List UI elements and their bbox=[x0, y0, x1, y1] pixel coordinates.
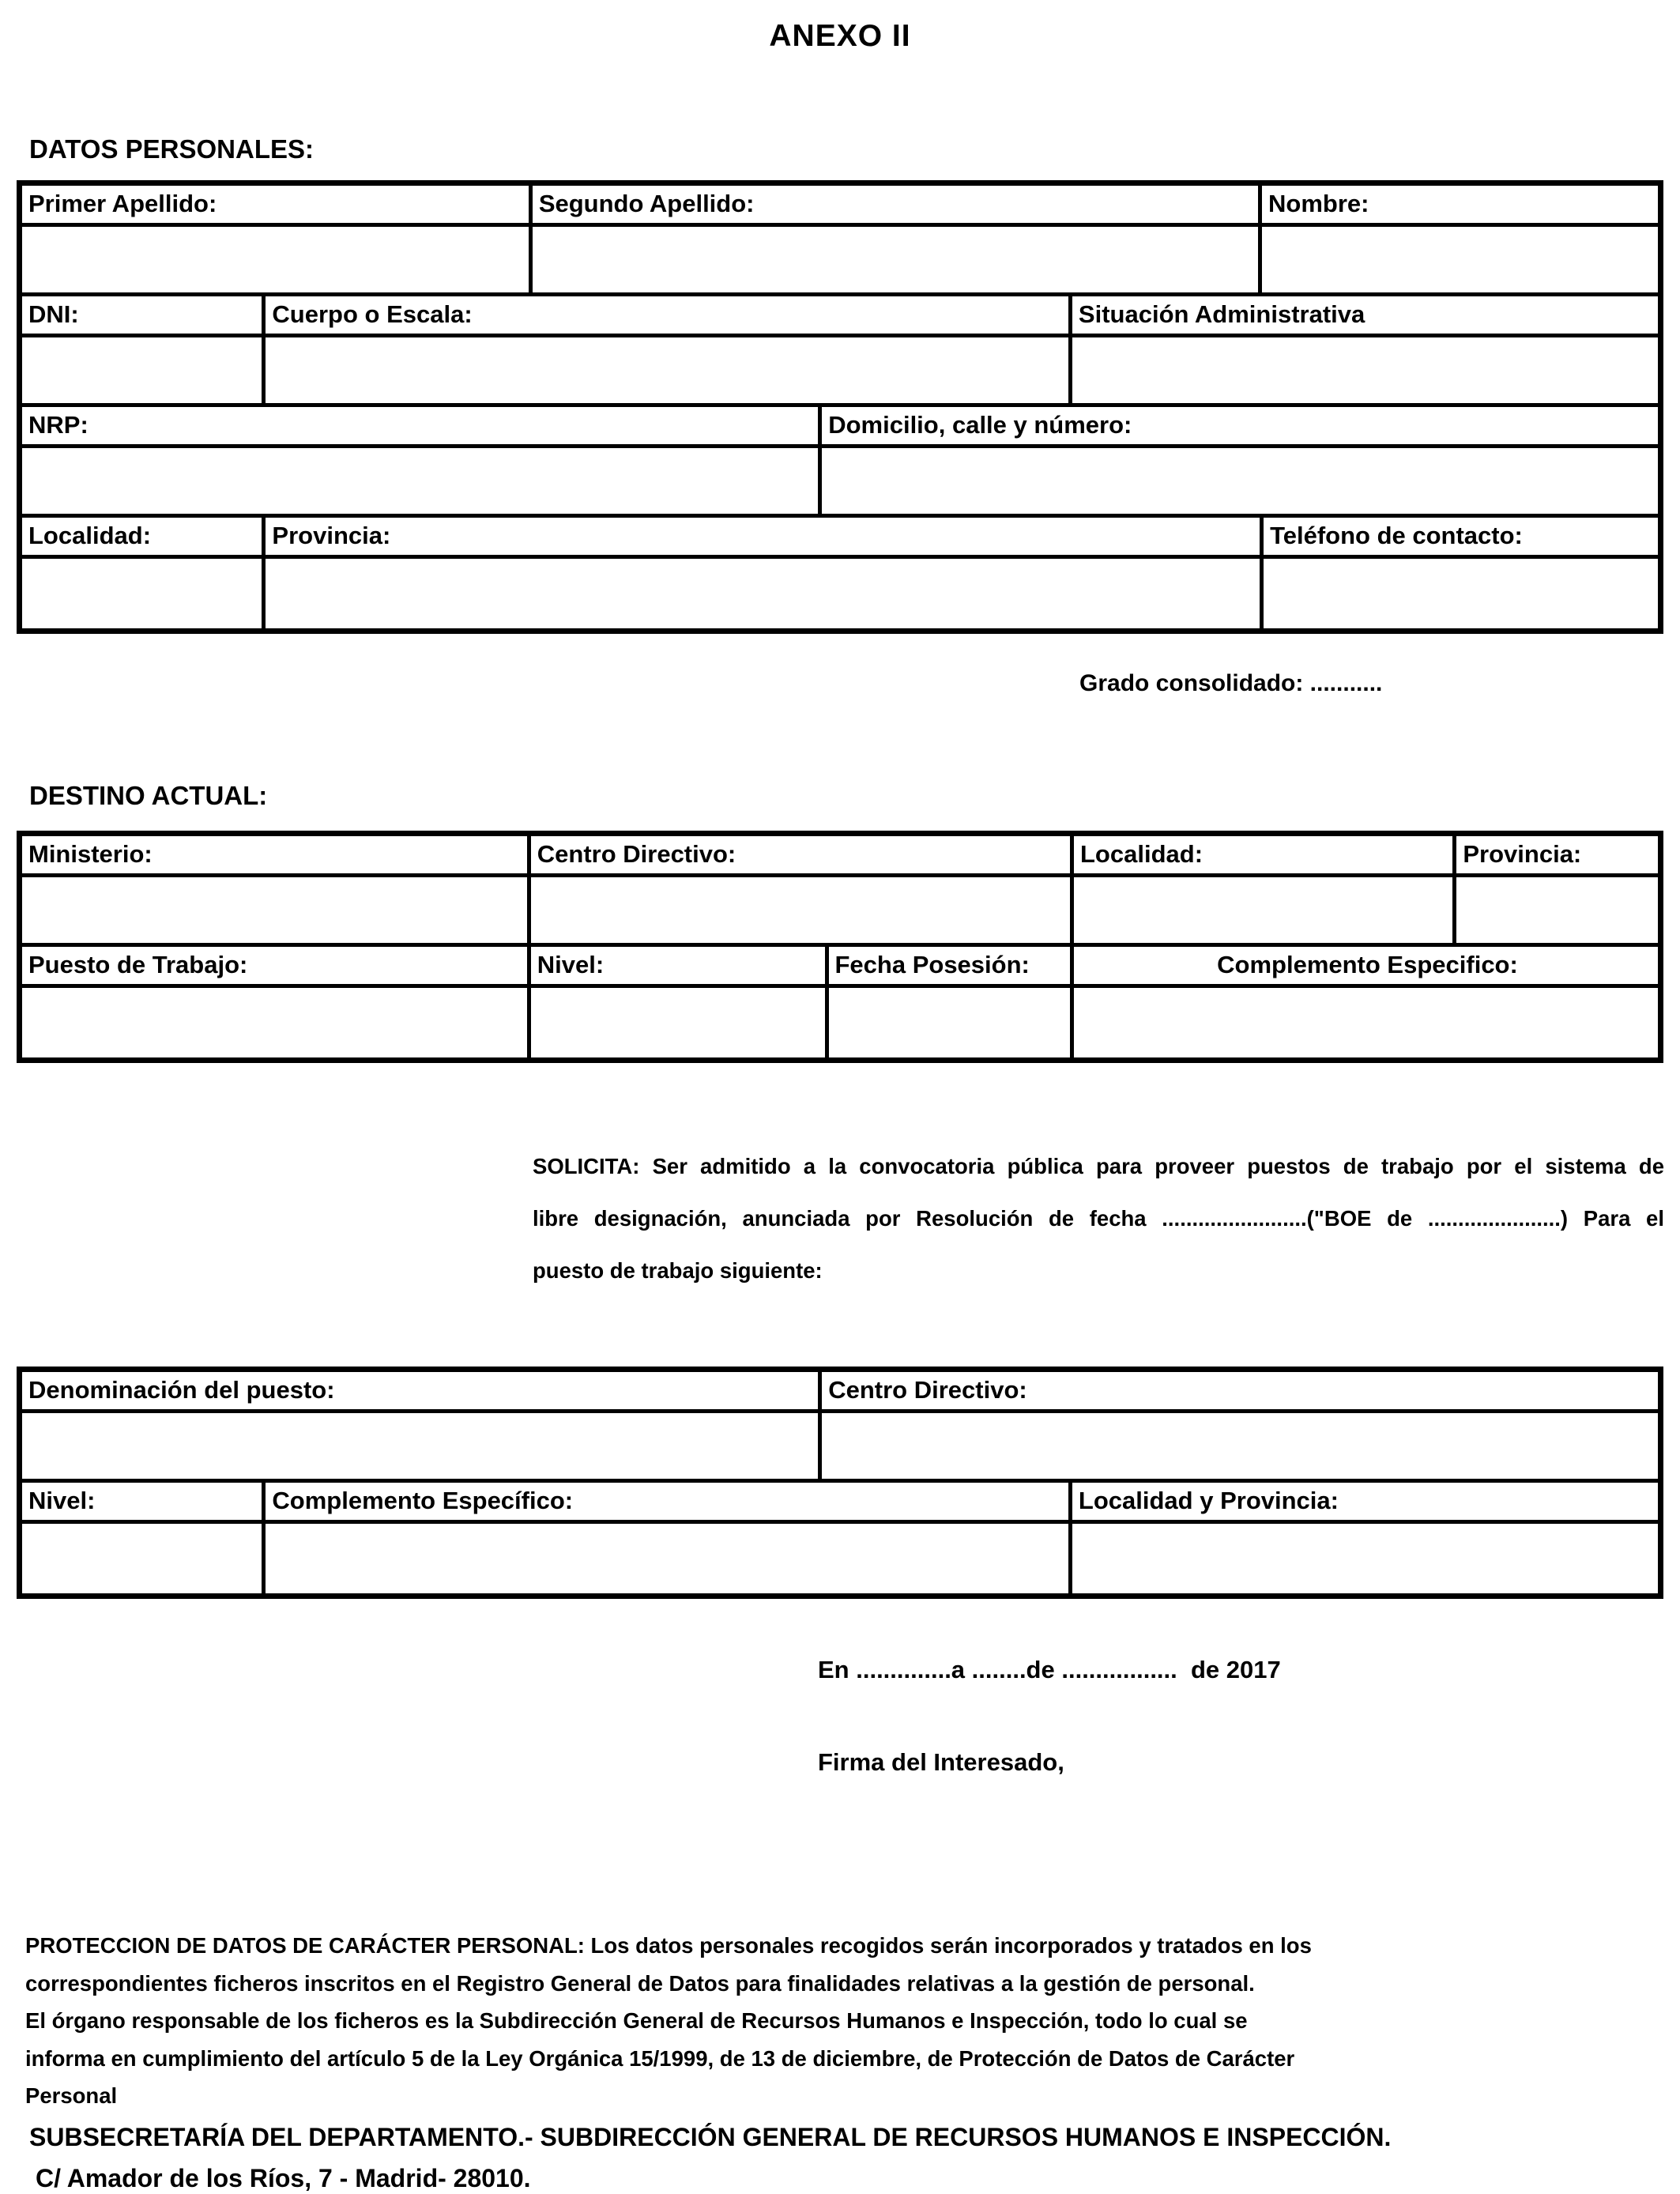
blank-cell-centro-directivo-solicitado bbox=[822, 1413, 1658, 1483]
field-label-primer-apellido: Primer Apellido: bbox=[22, 186, 533, 227]
blank-cell-localidad-destino bbox=[1074, 877, 1456, 947]
blank-cell-cuerpo-o-escala bbox=[266, 337, 1072, 407]
proteccion-line: PROTECCION DE DATOS DE CARÁCTER PERSONAL: Los datos personales recogidos serán incorporados y tratados en los bbox=[25, 1933, 1312, 1958]
blank-cell-ministerio bbox=[22, 877, 531, 947]
blank-cell-domicilio bbox=[822, 448, 1658, 518]
table-band bbox=[22, 407, 1658, 518]
puesto-solicitado-table bbox=[17, 1367, 1663, 1599]
section-heading-destino-actual: DESTINO ACTUAL: bbox=[29, 781, 268, 810]
field-label-cuerpo-o-escala: Cuerpo o Escala: bbox=[266, 296, 1072, 337]
section-heading-datos-personales: DATOS PERSONALES: bbox=[29, 134, 314, 164]
blank-cell-complemento-especifico-solicitado bbox=[266, 1524, 1072, 1593]
field-label-nombre: Nombre: bbox=[1262, 186, 1658, 227]
field-label-ministerio: Ministerio: bbox=[22, 836, 531, 877]
proteccion-line: informa en cumplimiento del artículo 5 de la Ley Orgánica 15/1999, de 13 de diciembre, de Protección de Datos de Carácter bbox=[25, 2045, 1295, 2071]
field-label-provincia: Provincia: bbox=[266, 518, 1264, 559]
field-label-centro-directivo: Centro Directivo: bbox=[531, 836, 1074, 877]
field-label-localidad-y-provincia: Localidad y Provincia: bbox=[1072, 1483, 1658, 1524]
field-label-telefono: Teléfono de contacto: bbox=[1264, 518, 1658, 559]
blank-cell-fecha-posesion bbox=[829, 988, 1075, 1057]
table-band bbox=[22, 947, 1658, 1057]
destino-actual-table bbox=[17, 831, 1663, 1063]
field-label-provincia-destino: Provincia: bbox=[1456, 836, 1658, 877]
field-label-nivel-solicitado: Nivel: bbox=[22, 1483, 266, 1524]
proteccion-datos-paragraph bbox=[25, 1927, 1441, 2115]
field-label-complemento-especifico-solicitado: Complemento Específico: bbox=[266, 1483, 1072, 1524]
blank-cell-puesto-de-trabajo bbox=[22, 988, 531, 1057]
firma-line: Firma del Interesado, bbox=[818, 1748, 1064, 1776]
table-band bbox=[22, 518, 1658, 628]
blank-cell-nombre bbox=[1262, 227, 1658, 296]
field-label-fecha-posesion: Fecha Posesión: bbox=[829, 947, 1075, 988]
field-label-localidad: Localidad: bbox=[22, 518, 266, 559]
blank-cell-segundo-apellido bbox=[533, 227, 1262, 296]
table-band bbox=[22, 186, 1658, 296]
blank-cell-provincia-destino bbox=[1456, 877, 1658, 947]
blank-cell-localidad bbox=[22, 559, 266, 628]
blank-cell-telefono bbox=[1264, 559, 1658, 628]
field-label-situacion-administrativa: Situación Administrativa bbox=[1072, 296, 1658, 337]
datos-personales-table bbox=[17, 180, 1663, 634]
field-label-localidad-destino: Localidad: bbox=[1074, 836, 1456, 877]
fecha-line: En ..............a ........de ................. de 2017 bbox=[818, 1656, 1281, 1683]
blank-cell-dni bbox=[22, 337, 266, 407]
field-label-denominacion-del-puesto: Denominación del puesto: bbox=[22, 1372, 822, 1413]
blank-cell-provincia bbox=[266, 559, 1264, 628]
blank-cell-localidad-y-provincia bbox=[1072, 1524, 1658, 1593]
field-label-domicilio: Domicilio, calle y número: bbox=[822, 407, 1658, 448]
solicita-paragraph bbox=[533, 1140, 1664, 1297]
proteccion-line: El órgano responsable de los ficheros es la Subdirección General de Recursos Humanos e Inspección, todo lo cual se bbox=[25, 2008, 1248, 2033]
blank-cell-complemento-especifico bbox=[1074, 988, 1658, 1057]
blank-cell-nrp bbox=[22, 448, 822, 518]
table-band bbox=[22, 1483, 1658, 1593]
table-band bbox=[22, 296, 1658, 407]
field-label-segundo-apellido: Segundo Apellido: bbox=[533, 186, 1262, 227]
table-band bbox=[22, 836, 1658, 947]
solicita-line: SOLICITA: Ser admitido a la convocatoria pública para proveer puestos de trabajo por el sistema de bbox=[533, 1154, 1664, 1178]
footer-address-line: C/ Amador de los Ríos, 7 - Madrid- 28010. bbox=[36, 2164, 531, 2192]
blank-cell-primer-apellido bbox=[22, 227, 533, 296]
field-label-nrp: NRP: bbox=[22, 407, 822, 448]
blank-cell-denominacion-del-puesto bbox=[22, 1413, 822, 1483]
proteccion-line: correspondientes ficheros inscritos en el Registro General de Datos para finalidades relativas a la gestión de personal. bbox=[25, 1970, 1255, 1996]
proteccion-line: Personal bbox=[25, 2083, 118, 2108]
solicita-line: libre designación, anunciada por Resolución de fecha ........................("BOE de ......................) Para el bbox=[533, 1206, 1664, 1231]
field-label-nivel: Nivel: bbox=[531, 947, 829, 988]
field-label-complemento-especifico: Complemento Especifico: bbox=[1074, 947, 1658, 988]
grado-consolidado-line: Grado consolidado: ........... bbox=[1079, 670, 1383, 696]
field-label-dni: DNI: bbox=[22, 296, 266, 337]
page-title: ANEXO II bbox=[769, 19, 911, 53]
field-label-puesto-de-trabajo: Puesto de Trabajo: bbox=[22, 947, 531, 988]
blank-cell-centro-directivo bbox=[531, 877, 1074, 947]
blank-cell-situacion-administrativa bbox=[1072, 337, 1658, 407]
blank-cell-nivel-solicitado bbox=[22, 1524, 266, 1593]
blank-cell-nivel bbox=[531, 988, 829, 1057]
table-band bbox=[22, 1372, 1658, 1483]
footer-subsecretaria-line: SUBSECRETARÍA DEL DEPARTAMENTO.- SUBDIRECCIÓN GENERAL DE RECURSOS HUMANOS E INSPECCIÓN. bbox=[29, 2123, 1392, 2151]
solicita-line: puesto de trabajo siguiente: bbox=[533, 1258, 823, 1283]
field-label-centro-directivo-solicitado: Centro Directivo: bbox=[822, 1372, 1658, 1413]
